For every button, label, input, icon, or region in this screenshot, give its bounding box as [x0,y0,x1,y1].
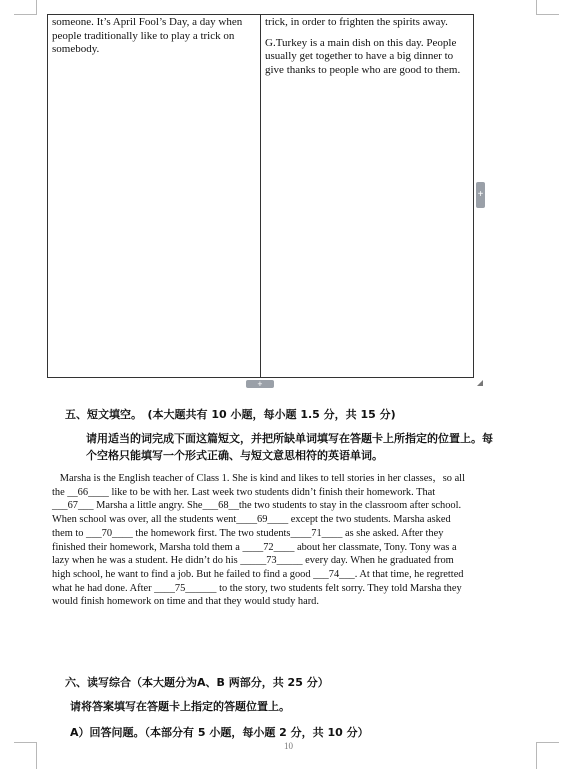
holiday-table [47,14,474,378]
plus-icon: + [257,379,263,389]
passage-line: lazy when he was a student. He didn’t do his _____73_____ every day. When he graduated from [52,555,454,567]
right-cell-paragraph: G.Turkey is a main dish on this day. People usually get together to have a big dinner to give thanks to people who are good to them. [265,36,461,76]
passage-line: Marsha is the English teacher of Class 1. She is kind and likes to tell stories in her classes，so all [52,473,465,484]
section5-instruction-line1: 请用适当的词完成下面这篇短文，并把所缺单词填写在答题卡上所指定的位置上。每 [86,432,493,445]
passage-line: high school, he want to find a job. But he failed to find a good ___74___. At that time, he regretted [52,568,464,580]
passage-line: ___67___ Marsha a little angry. She___68__the two students to stay in the classroom after school. [52,500,462,512]
section6-part-a: A）回答问题。（本部分有 5 小题，每小题 2 分，共 10 分） [70,726,369,739]
section5-heading: 五、短文填空。 (本大题共有 10 小题，每小题 1.5 分，共 15 分) [65,408,396,421]
passage-line: would finish homework on time and that they would study hard. [52,596,319,608]
passage-line: them to ___70____ the homework first. The two students____71____ as she asked. After they [52,527,444,539]
crop-mark-bottom-right [536,742,559,769]
table-resize-handle-icon[interactable] [477,380,483,386]
crop-mark-bottom-left [14,742,37,769]
plus-icon: + [477,189,484,200]
cloze-passage [52,472,527,609]
section6-heading: 六、读写综合（本大题分为A、B 两部分，共 25 分） [65,676,329,689]
table-add-row-button[interactable] [246,380,274,388]
table-add-column-button[interactable] [476,182,485,208]
section6-instruction: 请将答案填写在答题卡上指定的答题位置上。 [70,700,290,713]
right-cell-line: trick, in order to frighten the spirits away. [265,16,448,28]
passage-line: When school was over, all the students went____69____ except the two students. Marsha asked [52,514,451,526]
passage-line: what he had done. After ____75______ to the story, two students felt sorry. They told Marsha they [52,582,462,594]
passage-line: finished their homework, Marsha told them a ____72____ about her classmate, Tony. Tony was a [52,541,457,553]
table-cell-right[interactable] [261,15,473,377]
crop-mark-top-left [14,0,37,15]
passage-line: the __66____ like to be with her. Last week two students didn’t finish their homework. That [52,486,436,498]
section5-instruction-line2: 个空格只能填写一个形式正确、与短文意思相符的英语单词。 [86,449,383,462]
table-cell-left[interactable] [48,15,261,377]
page-number: 10 [284,741,293,751]
crop-mark-top-right [536,0,559,15]
left-cell-text: someone. It’s April Fool’s Day, a day when people traditionally like to play a trick on somebody. [52,16,243,55]
